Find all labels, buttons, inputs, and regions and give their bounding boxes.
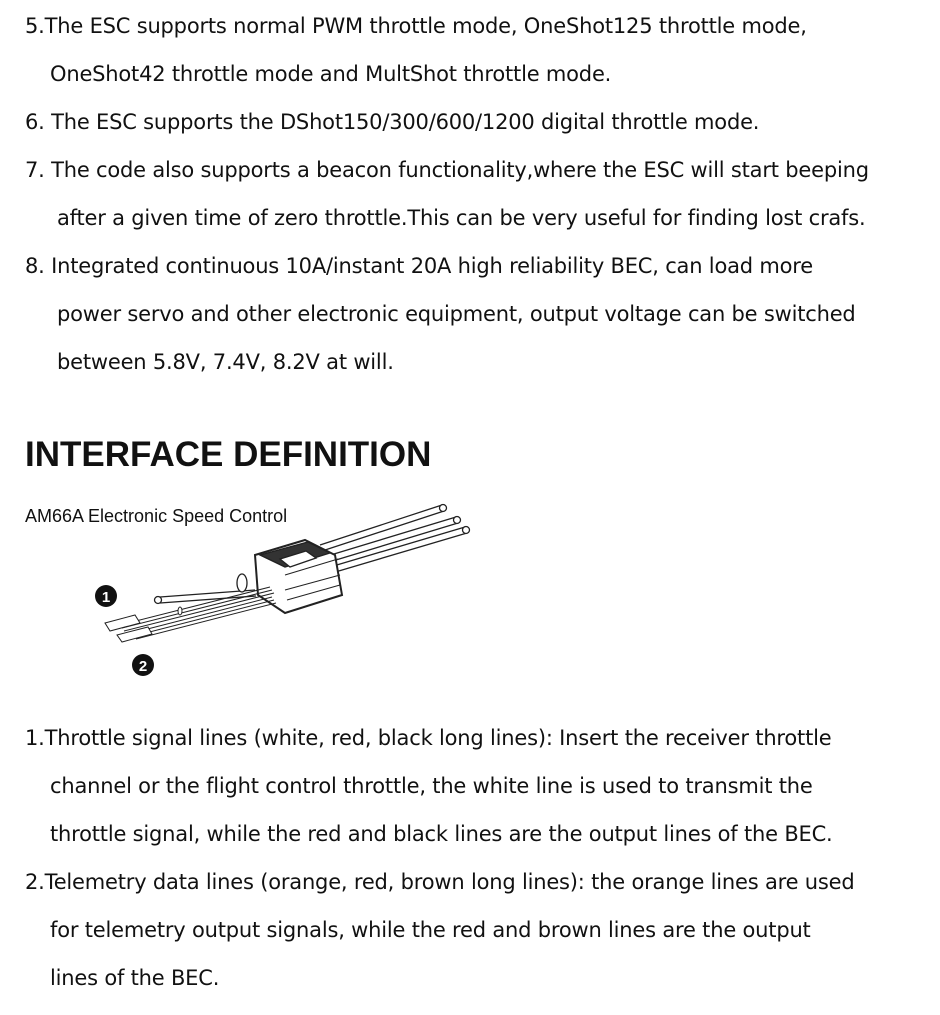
feature-5-line-1: 5.The ESC supports normal PWM throttle mode, OneShot125 throttle mode, xyxy=(25,14,807,38)
esc-diagram xyxy=(80,495,480,685)
definition-1-line-2: channel or the flight control throttle, the white line is used to transmit the xyxy=(50,774,813,798)
feature-8-line-2: power servo and other electronic equipment, output voltage can be switched xyxy=(57,302,856,326)
feature-7-line-1: 7. The code also supports a beacon functionality,where the ESC will start beeping xyxy=(25,158,869,182)
definition-2-line-3: lines of the BEC. xyxy=(50,966,220,990)
diagram-caption: AM66A Electronic Speed Control xyxy=(25,506,288,526)
svg-text:1: 1 xyxy=(101,589,111,606)
feature-7-line-2: after a given time of zero throttle.This can be very useful for finding lost crafs. xyxy=(57,206,866,230)
definition-2-line-1: 2.Telemetry data lines (orange, red, brown long lines): the orange lines are used xyxy=(25,870,855,894)
marker-1 xyxy=(95,585,117,607)
svg-text:2: 2 xyxy=(138,658,148,675)
feature-5-line-2: OneShot42 throttle mode and MultShot throttle mode. xyxy=(50,62,612,86)
marker-2 xyxy=(132,654,154,676)
definition-1-line-3: throttle signal, while the red and black lines are the output lines of the BEC. xyxy=(50,822,833,846)
section-title: INTERFACE DEFINITION xyxy=(25,435,432,474)
feature-8-line-3: between 5.8V, 7.4V, 8.2V at will. xyxy=(57,350,394,374)
feature-8-line-1: 8. Integrated continuous 10A/instant 20A high reliability BEC, can load more xyxy=(25,254,813,278)
definition-1-line-1: 1.Throttle signal lines (white, red, black long lines): Insert the receiver throttle xyxy=(25,726,832,750)
definition-2-line-2: for telemetry output signals, while the red and brown lines are the output xyxy=(50,918,811,942)
feature-6-line-1: 6. The ESC supports the DShot150/300/600/1200 digital throttle mode. xyxy=(25,110,760,134)
